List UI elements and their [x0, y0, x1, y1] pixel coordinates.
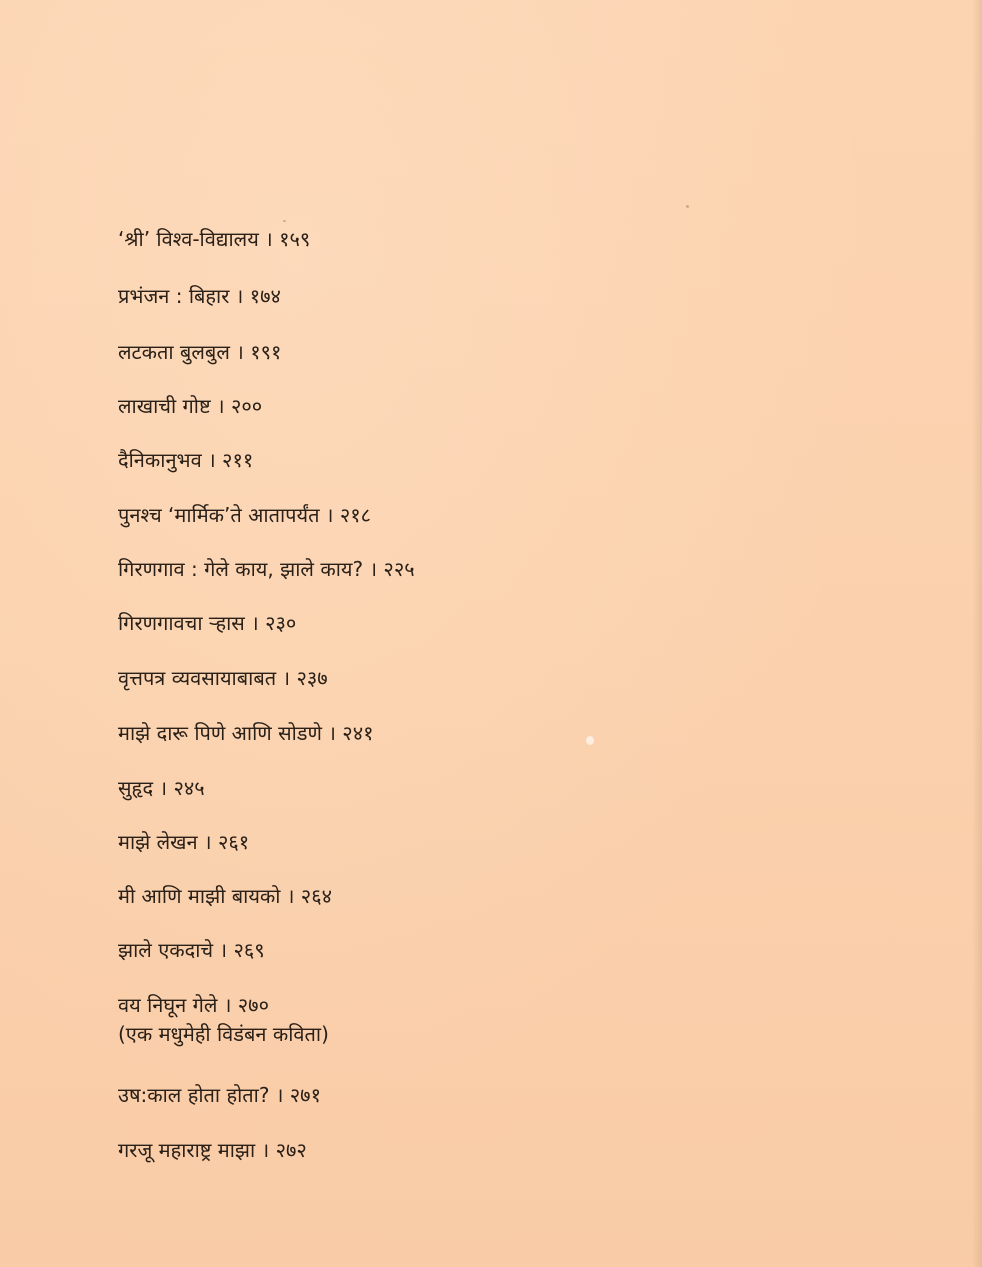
toc-entry-page: २३७	[296, 666, 328, 690]
toc-entry-title: गिरणगावचा ऱ्हास	[118, 611, 245, 635]
toc-separator: ।	[325, 503, 334, 527]
toc-entry	[118, 937, 265, 963]
toc-entry-title: वृत्तपत्र व्यवसायाबाबत	[118, 666, 277, 690]
toc-entry-page: १५९	[279, 227, 311, 251]
toc-entry	[118, 339, 281, 365]
toc-separator: ।	[265, 227, 273, 251]
toc-entry	[118, 665, 328, 691]
toc-separator: ।	[282, 666, 291, 690]
toc-entry-page: २७०	[237, 993, 269, 1017]
toc-entry	[118, 720, 374, 746]
toc-entry	[118, 992, 329, 1047]
toc-entry-title: लाखाची गोष्ट	[118, 394, 211, 418]
toc-entry-title: उष:काल होता होता?	[118, 1083, 270, 1107]
toc-entry-page: २१८	[339, 503, 372, 527]
toc-entry	[118, 283, 281, 309]
toc-separator: ।	[204, 830, 212, 854]
toc-entry-title: दैनिकानुभव	[118, 448, 202, 472]
toc-entry-title: ‘श्री’ विश्व-विद्यालय	[118, 227, 259, 251]
toc-entry	[118, 610, 296, 636]
toc-entry-page: २३०	[265, 611, 297, 635]
toc-entry-title: झाले एकदाचे	[118, 938, 214, 962]
toc-entry-title: पुनश्च ‘मार्मिक’ते आतापर्यंत	[118, 503, 320, 527]
page-edge-shadow	[972, 0, 982, 1267]
toc-entry-title: वय निघून गेले	[118, 993, 218, 1017]
toc-entry-page: १९१	[250, 340, 282, 364]
toc-separator: ।	[208, 448, 216, 472]
toc-entry-subtitle: (एक मधुमेही विडंबन कविता)	[118, 1022, 329, 1046]
toc-entry	[118, 556, 415, 582]
toc-entry-page: २२५	[383, 557, 415, 581]
toc-entry-title: गिरणगाव : गेले काय, झाले काय?	[118, 557, 364, 581]
toc-entry-page: २११	[222, 448, 254, 472]
toc-separator: ।	[251, 611, 259, 635]
toc-separator: ।	[328, 721, 336, 745]
toc-entry	[118, 1082, 321, 1108]
toc-separator: ।	[261, 1138, 270, 1162]
toc-entry	[118, 1137, 307, 1163]
toc-entry-page: २६१	[217, 830, 250, 854]
toc-entry-page: २००	[230, 394, 263, 418]
toc-entry-title: माझे लेखन	[118, 830, 198, 854]
toc-entry	[118, 502, 371, 528]
toc-entry-title: लटकता बुलबुल	[118, 340, 230, 364]
paper-speck	[686, 205, 689, 208]
toc-entry	[118, 393, 262, 419]
toc-entry	[118, 829, 249, 855]
toc-entry	[118, 883, 332, 909]
toc-entry-title: मी आणि माझी बायको	[118, 884, 281, 908]
toc-separator: ।	[369, 557, 378, 581]
toc-entry-title: गरजू महाराष्ट्र माझा	[118, 1138, 256, 1162]
toc-entry-page: २७१	[289, 1083, 321, 1107]
toc-entry-title: सुहृद	[118, 776, 154, 800]
toc-entry-title: प्रभंजन : बिहार	[118, 284, 230, 308]
toc-entry-page: २४१	[342, 721, 374, 745]
toc-separator: ।	[235, 284, 244, 308]
toc-entry	[118, 775, 205, 801]
toc-separator: ।	[217, 394, 225, 418]
toc-separator: ।	[223, 993, 232, 1017]
toc-separator: ।	[236, 340, 244, 364]
toc-separator: ।	[219, 938, 228, 962]
toc-separator: ।	[159, 776, 168, 800]
toc-entry	[118, 226, 310, 252]
toc-entry-title: माझे दारू पिणे आणि सोडणे	[118, 721, 322, 745]
toc-separator: ।	[275, 1083, 284, 1107]
toc-entry-page: २४५	[173, 776, 205, 800]
paper-speck	[283, 220, 286, 222]
toc-entry-page: २७२	[275, 1138, 307, 1162]
toc-separator: ।	[286, 884, 295, 908]
paper-speck	[586, 736, 594, 745]
toc-entry	[118, 447, 253, 473]
toc-entry-page: १७४	[249, 284, 281, 308]
toc-entry-page: २६४	[300, 884, 332, 908]
toc-entry-page: २६९	[233, 938, 265, 962]
